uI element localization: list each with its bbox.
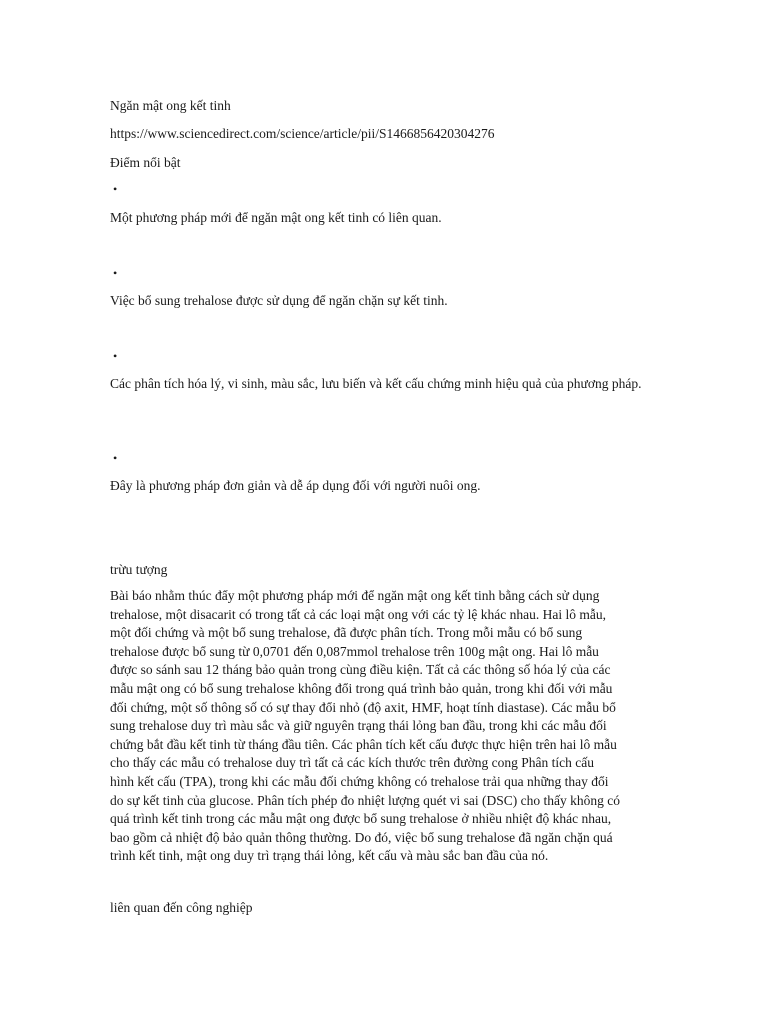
abstract-line: Bài báo nhằm thúc đẩy một phương pháp mới để ngăn mật ong kết tinh bằng cách sử dụng (110, 588, 600, 603)
abstract-line: trehalose được bổ sung từ 0,0701 đến 0,087mmol trehalose trên 100g mật ong. Hai lô mẫu (110, 643, 599, 659)
highlight-item-4: Đây là phương pháp đơn giản và dễ áp dụng đối với người nuôi ong. (110, 478, 481, 493)
abstract-line: trình kết tinh, mật ong duy trì trạng thái lỏng, kết cấu và màu sắc ban đầu của nó. (110, 848, 549, 864)
document-title: Ngăn mật ong kết tinh (110, 98, 231, 113)
abstract-body (110, 587, 710, 866)
abstract-line: chứng bắt đầu kết tinh từ tháng đầu tiên. Các phân tích kết cấu được thực hiện trên hai lô mẫu (110, 736, 617, 752)
bullet-symbol: • (113, 451, 118, 465)
highlights-heading: Điểm nổi bật (110, 155, 181, 170)
source-url[interactable]: https://www.sciencedirect.com/science/article/pii/S1466856420304276 (110, 126, 495, 141)
industrial-relevance-heading: liên quan đến công nghiệp (110, 900, 253, 915)
abstract-line: trehalose, một disacarit có trong tất cả các loại mật ong với các tỷ lệ khác nhau. Hai lô mẫu, (110, 606, 606, 622)
highlight-item-2: Việc bổ sung trehalose được sử dụng để ngăn chặn sự kết tinh. (110, 293, 448, 308)
bullet-symbol: • (113, 266, 118, 280)
bullet-symbol: • (113, 349, 118, 363)
abstract-line: quá trình kết tinh trong các mẫu mật ong được bổ sung trehalose ở nhiều nhiệt độ khác nhau, (110, 811, 612, 827)
abstract-line: hình kết cấu (TPA), trong khi các mẫu đối chứng không có trehalose trải qua những thay đổi (110, 773, 609, 789)
bullet-symbol: • (113, 182, 118, 196)
abstract-line: do sự kết tinh của glucose. Phân tích phép đo nhiệt lượng quét vi sai (DSC) cho thấy không có (110, 792, 620, 808)
abstract-line: một đối chứng và một bổ sung trehalose, đã được phân tích. Trong mỗi mẫu có bổ sung (110, 625, 583, 641)
abstract-line: cho thấy các mẫu có trehalose duy trì tất cả các kích thước trên đường cong Phân tích cấu (110, 755, 594, 771)
abstract-line: sung trehalose duy trì màu sắc và giữ nguyên trạng thái lỏng ban đầu, trong khi các mẫu đối (110, 718, 607, 734)
abstract-line: đối chứng, một số thông số có sự thay đổi nhỏ (độ axit, HMF, hoạt tính diastase). Các mẫu bổ (110, 699, 616, 715)
abstract-line: được so sánh sau 12 tháng bảo quản trong cùng điều kiện. Tất cả các thông số hóa lý của các (110, 662, 611, 678)
abstract-heading: trừu tượng (110, 562, 168, 577)
abstract-line: mẫu mật ong có bổ sung trehalose không đổi trong quá trình bảo quản, trong khi đối với mẫu (110, 680, 613, 696)
highlight-item-1: Một phương pháp mới để ngăn mật ong kết tinh có liên quan. (110, 210, 442, 225)
highlight-item-3: Các phân tích hóa lý, vi sinh, màu sắc, lưu biến và kết cấu chứng minh hiệu quả của phương pháp. (110, 376, 642, 391)
abstract-line: bao gồm cả nhiệt độ bảo quản thông thường. Do đó, việc bổ sung trehalose đã ngăn chặn quá (110, 829, 613, 845)
